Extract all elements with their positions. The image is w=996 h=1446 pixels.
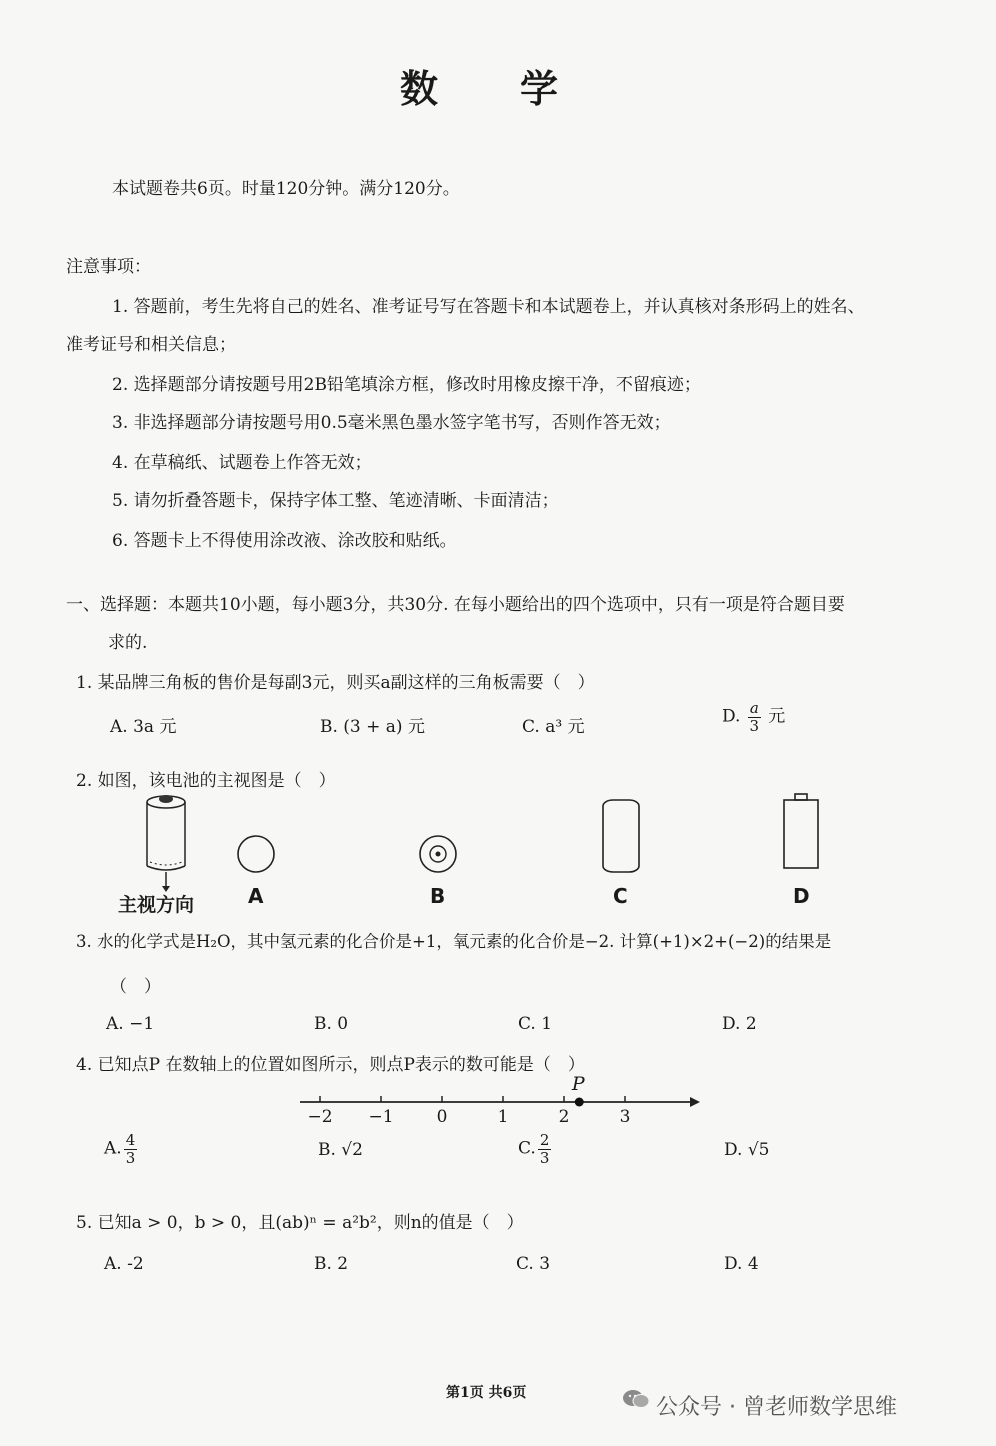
q1-option-c: C. a³ 元 (522, 717, 585, 737)
axis-tick-label: 0 (436, 1107, 448, 1127)
exam-intro: 本试题卷共6页。时量120分钟。满分120分。 (112, 179, 460, 199)
q3-option-b: B. 0 (314, 1014, 349, 1034)
point-p-label: P (571, 1073, 585, 1095)
battery-3d-image (147, 795, 185, 892)
option-b-concentric-circles (420, 836, 456, 872)
page-number: 第1页 共6页 (446, 1385, 527, 1401)
wechat-icon (622, 1388, 650, 1410)
note-2: 2. 选择题部分请按题号用2B铅笔填涂方框，修改时用橡皮擦干净，不留痕迹； (112, 375, 701, 395)
q2-label-c: C (613, 884, 628, 908)
notes-heading: 注意事项： (66, 257, 151, 277)
axis-arrow (690, 1097, 700, 1107)
option-c-cylinder (603, 800, 639, 872)
q5-option-b: B. 2 (314, 1254, 349, 1274)
q5-option-c: C. 3 (516, 1254, 551, 1274)
section-heading-cont: 求的. (108, 633, 148, 653)
q4-stem: 4. 已知点P 在数轴上的位置如图所示，则点P表示的数可能是（ ） (76, 1055, 585, 1075)
page-title: 数 学 (400, 66, 561, 111)
q5-option-d: D. 4 (724, 1254, 759, 1274)
axis-tick-label: −1 (368, 1107, 394, 1127)
q2-label-d: D (793, 884, 810, 908)
q3-option-c: C. 1 (518, 1014, 553, 1034)
section-heading: 一、选择题：本题共10小题，每小题3分，共30分. 在每小题给出的四个选项中，只有一项是符合题目要 (66, 595, 845, 615)
q1-d-denominator: 3 (749, 716, 760, 735)
q1-option-a: A. 3a 元 (110, 717, 177, 737)
note-5: 5. 请勿折叠答题卡，保持字体工整、笔迹清晰、卡面清洁； (112, 491, 559, 511)
note-1a: 1. 答题前，考生先将自己的姓名、准考证号写在答题卡和本试题卷上，并认真核对条形码上的姓名、 (112, 297, 865, 317)
note-6: 6. 答题卡上不得使用涂改液、涂改胶和贴纸。 (112, 531, 457, 551)
q2-figure (100, 788, 880, 918)
q3-paren: （ ） (110, 977, 161, 997)
wechat-account-watermark: 公众号 · 曾老师数学思维 (656, 1395, 897, 1420)
axis-tick-label: −2 (307, 1107, 333, 1127)
q3-stem: 3. 水的化学式是H₂O，其中氢元素的化合价是+1，氧元素的化合价是−2. 计算(+1)×2+(−2)的结果是 (76, 932, 832, 951)
note-3: 3. 非选择题部分请按题号用0.5毫米黑色墨水签字笔书写，否则作答无效； (112, 413, 671, 433)
option-d-battery (784, 794, 818, 868)
q2-stem: 2. 如图，该电池的主视图是（ ） (76, 771, 336, 791)
point-p (575, 1098, 584, 1107)
q3-option-d: D. 2 (722, 1014, 757, 1034)
q1-d-numerator: a (749, 699, 759, 717)
q1-stem: 1. 某品牌三角板的售价是每副3元，则买a副这样的三角板需要（ ） (76, 673, 595, 693)
axis-tick-label: 2 (558, 1107, 570, 1127)
q2-label-a: A (248, 884, 264, 908)
q1-option-d: D. $\frac{a}{3}$ 元 (722, 699, 786, 735)
note-1b: 准考证号和相关信息； (66, 335, 236, 355)
q4-option-b: B. √2 (318, 1140, 363, 1160)
q4-option-a: A. $\frac{4}{3}$ (104, 1131, 136, 1167)
q2-view-direction-caption: 主视方向 (118, 894, 195, 916)
q4-option-d: D. √5 (724, 1140, 770, 1160)
q4-option-c: C. $\frac{2}{3}$ (518, 1131, 550, 1167)
q1-option-b: B. (3 + a) 元 (320, 717, 425, 737)
q4-number-line (290, 1070, 710, 1130)
axis-tick-label: 3 (619, 1107, 631, 1127)
option-a-circle (238, 836, 274, 872)
q5-option-a: A. -2 (104, 1254, 144, 1274)
q2-label-b: B (430, 884, 446, 908)
q3-option-a: A. −1 (106, 1014, 155, 1034)
q5-stem: 5. 已知a > 0，b > 0，且(ab)ⁿ = a²b²，则n的值是（ ） (76, 1213, 524, 1233)
note-4: 4. 在草稿纸、试题卷上作答无效； (112, 453, 372, 473)
axis-tick-label: 1 (497, 1107, 509, 1127)
